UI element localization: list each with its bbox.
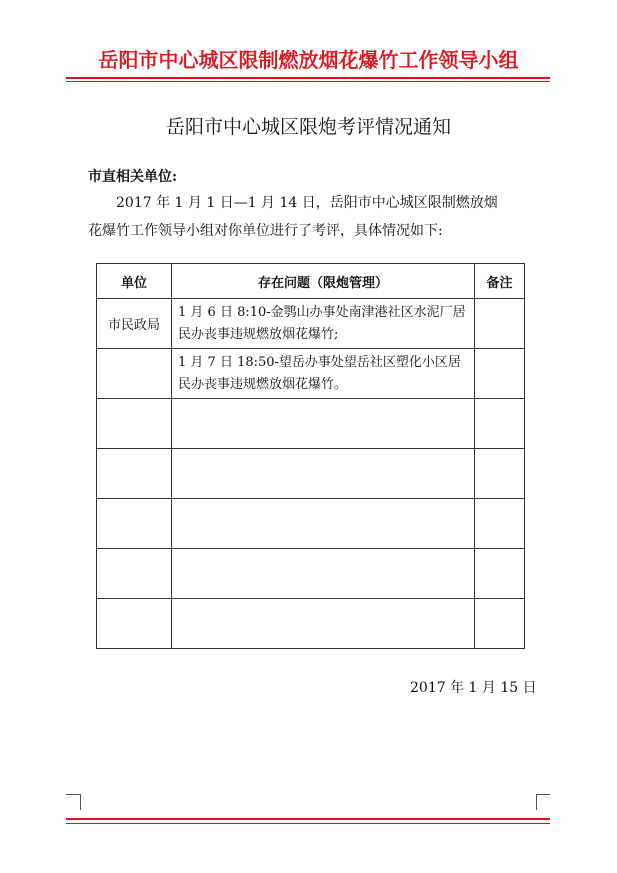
note-cell — [475, 349, 525, 399]
note-cell — [475, 599, 525, 649]
notice-title: 岳阳市中心城区限炮考评情况通知 — [165, 116, 451, 138]
issue-cell — [172, 599, 475, 649]
unit-cell — [97, 499, 172, 549]
note-cell — [475, 499, 525, 549]
issue-cell: 1 月 6 日 8:10-金鹗山办事处南津港社区水泥厂居民办丧事违规燃放烟花爆竹; — [172, 299, 475, 349]
issue-cell — [172, 449, 475, 499]
unit-cell — [97, 449, 172, 499]
table-row — [97, 349, 525, 399]
issue-cell: 1 月 7 日 18:50-望岳办事处望岳社区塑化小区居民办丧事违规燃放烟花爆竹。 — [172, 349, 475, 399]
header-issue: 存在问题（限炮管理） — [172, 264, 475, 299]
unit-cell — [97, 399, 172, 449]
table-header-row — [97, 264, 525, 299]
notice-date: 2017 年 1 月 15 日 — [410, 680, 537, 696]
header-note: 备注 — [475, 264, 525, 299]
table-row — [97, 299, 525, 349]
note-cell — [475, 549, 525, 599]
crop-mark-left-vertical — [80, 794, 81, 810]
crop-mark-right-vertical — [536, 794, 537, 810]
notice-body-line-2: 花爆竹工作领导小组对你单位进行了考评，具体情况如下: — [88, 223, 443, 239]
unit-cell — [97, 349, 172, 399]
crop-mark-right-horizontal — [536, 794, 550, 795]
note-cell — [475, 449, 525, 499]
footer-red-rule-thin — [66, 823, 550, 824]
table-row — [97, 599, 525, 649]
crop-mark-left-horizontal — [66, 794, 80, 795]
unit-cell — [97, 599, 172, 649]
table-row — [97, 399, 525, 449]
notice-body — [88, 189, 533, 245]
table-row — [97, 499, 525, 549]
issue-cell — [172, 499, 475, 549]
issue-cell — [172, 399, 475, 449]
recipient-line: 市直相关单位: — [88, 169, 178, 185]
evaluation-table — [96, 263, 525, 649]
table-row — [97, 549, 525, 599]
header-red-rule-thick — [66, 77, 550, 79]
org-header-title: 岳阳市中心城区限制燃放烟花爆竹工作领导小组 — [98, 48, 519, 72]
issue-cell — [172, 549, 475, 599]
header-red-rule-thin — [66, 81, 550, 82]
table-row — [97, 449, 525, 499]
unit-cell — [97, 549, 172, 599]
unit-cell: 市民政局 — [97, 299, 172, 349]
note-cell — [475, 299, 525, 349]
header-unit: 单位 — [97, 264, 172, 299]
footer-red-rule-thick — [66, 818, 550, 820]
notice-body-line-1: 2017 年 1 月 1 日—1 月 14 日，岳阳市中心城区限制燃放烟 — [116, 195, 498, 211]
note-cell — [475, 399, 525, 449]
